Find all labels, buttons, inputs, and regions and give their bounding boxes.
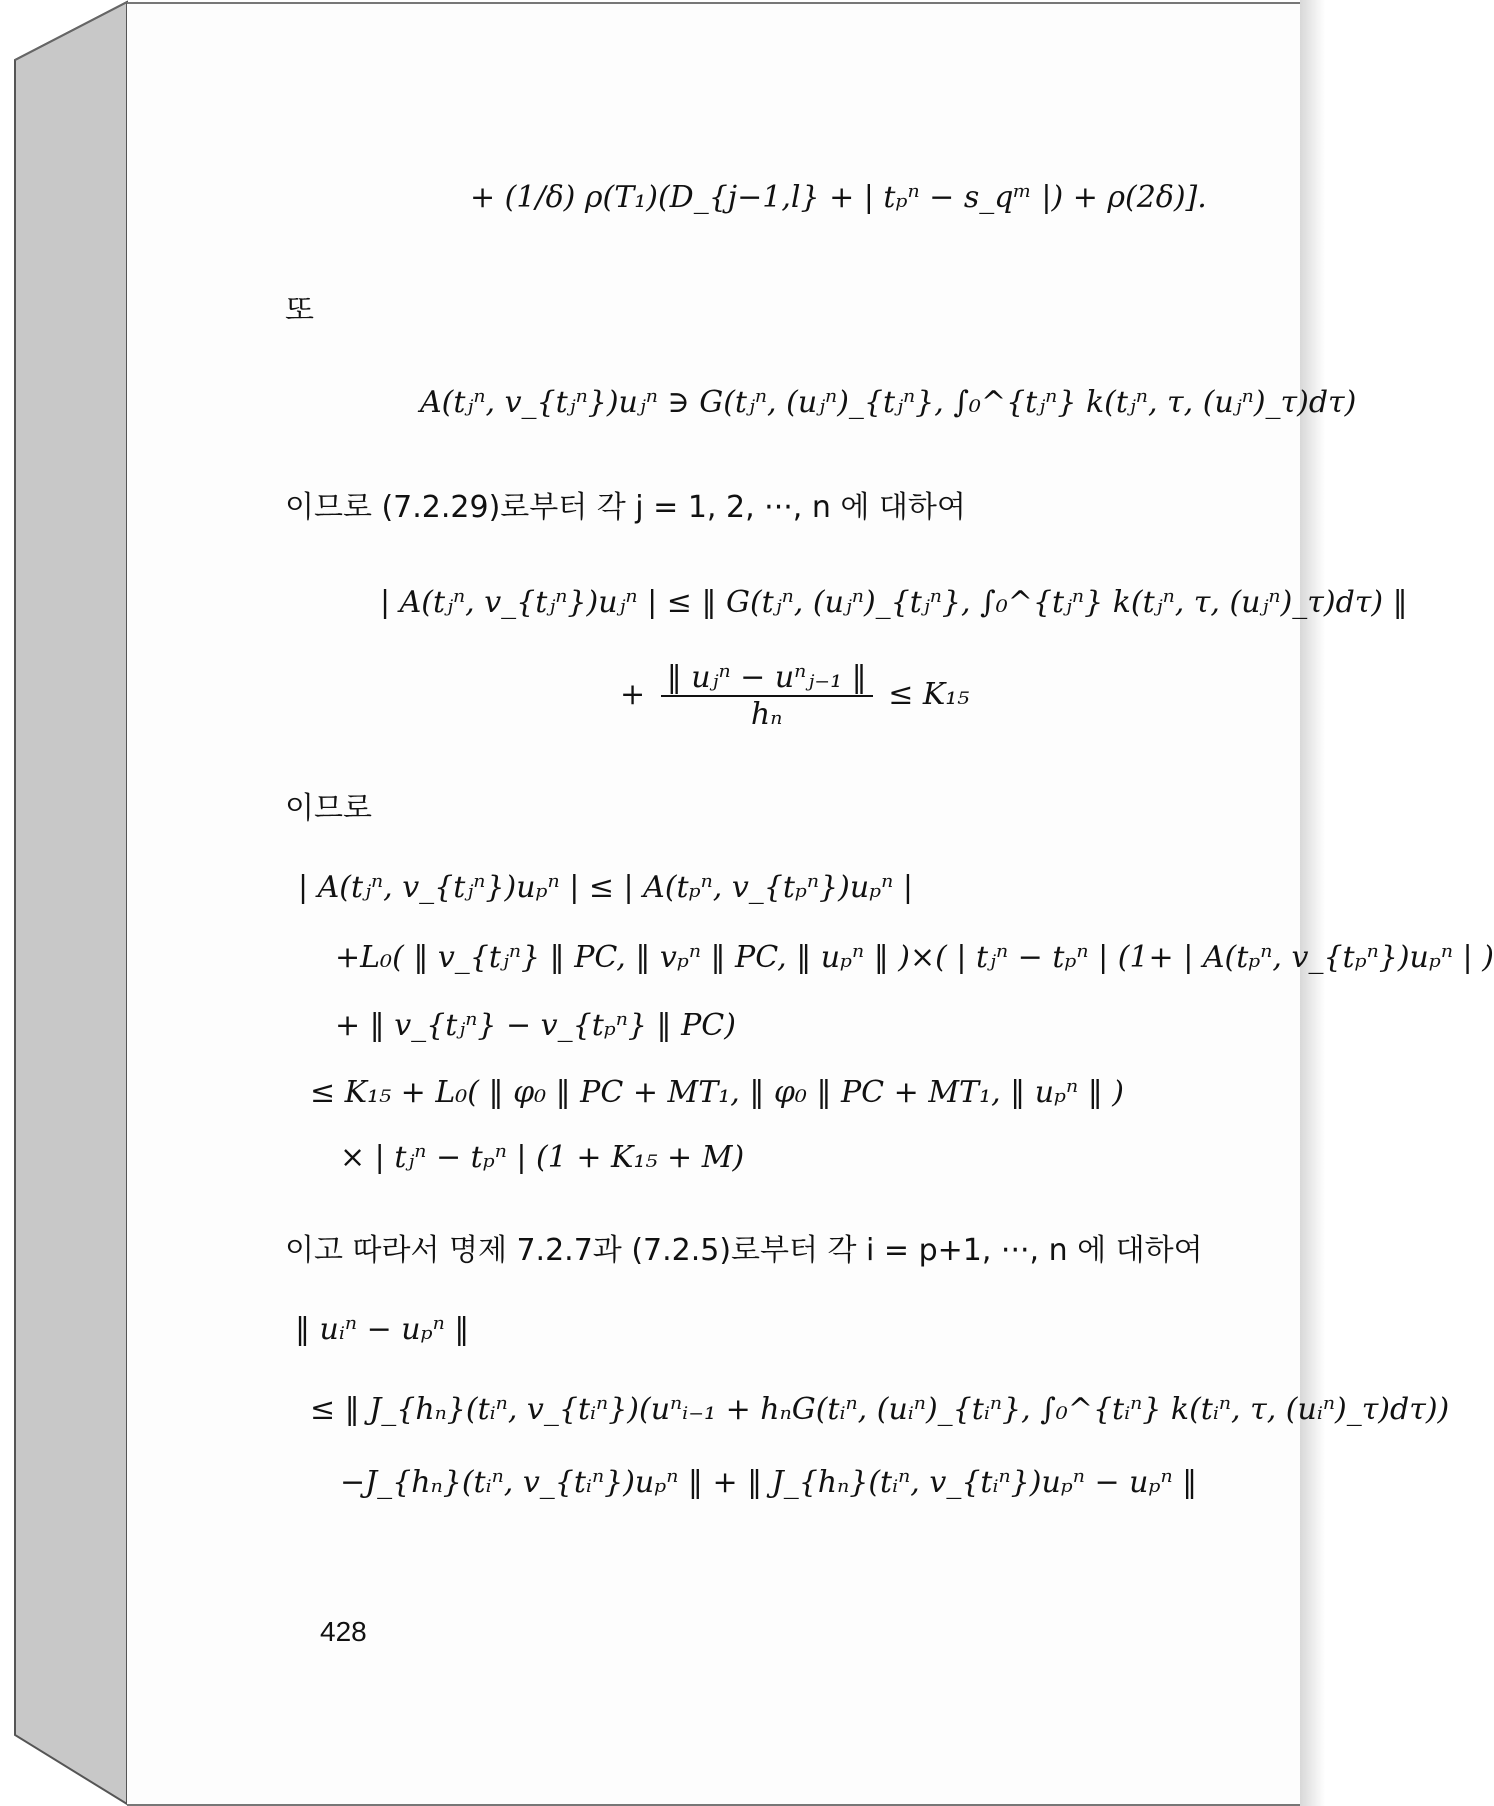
korean-text-therefore-1: 이므로 (7.2.29)로부터 각 j = 1, 2, ···, n 에 대하여 <box>285 490 966 525</box>
korean-text-proposition: 이고 따라서 명제 7.2.7과 (7.2.5)로부터 각 i = p+1, ···, n 에 대하여 <box>285 1233 1203 1268</box>
page-number: 428 <box>320 1616 367 1647</box>
equation-line-4: + $\frac{\text{‖ uⱼⁿ − uⁿⱼ₋₁ ‖}}{\text{hₙ}}$ ≤ K₁₅ <box>620 660 970 732</box>
fraction-numerator: ‖ uⱼⁿ − uⁿⱼ₋₁ ‖ <box>661 660 873 697</box>
equation-line-9: × | tⱼⁿ − tₚⁿ | (1 + K₁₅ + M) <box>340 1140 745 1175</box>
equation-line-5: | A(tⱼⁿ, v_{tⱼⁿ})uₚⁿ | ≤ | A(tₚⁿ, v_{tₚⁿ})uₚⁿ | <box>298 870 913 905</box>
equation-line-1: + (1/δ) ρ(T₁)(D_{j−1,l} + | tₚⁿ − s_qᵐ |) + ρ(2δ)]. <box>470 180 1207 215</box>
fraction <box>661 660 873 732</box>
equation-line-11: ≤ ‖ J_{hₙ}(tᵢⁿ, v_{tᵢⁿ})(uⁿᵢ₋₁ + hₙG(tᵢⁿ, (uᵢⁿ)_{tᵢⁿ}, ∫₀^{tᵢⁿ} k(tᵢⁿ, τ, (uᵢⁿ)_τ)dτ)) <box>310 1392 1450 1427</box>
equation-line-8: ≤ K₁₅ + L₀( ‖ φ₀ ‖ PC + MT₁, ‖ φ₀ ‖ PC + MT₁, ‖ uₚⁿ ‖ ) <box>310 1075 1124 1110</box>
equation-line-6: +L₀( ‖ v_{tⱼⁿ} ‖ PC, ‖ vₚⁿ ‖ PC, ‖ uₚⁿ ‖ )×( | tⱼⁿ − tₚⁿ | (1+ | A(tₚⁿ, v_{tₚⁿ})uₚⁿ | ) <box>335 940 1494 975</box>
korean-text-therefore-2: 이므로 <box>285 791 372 826</box>
inequality-bound: ≤ K₁₅ <box>888 677 970 712</box>
equation-line-3: | A(tⱼⁿ, v_{tⱼⁿ})uⱼⁿ | ≤ ‖ G(tⱼⁿ, (uⱼⁿ)_{tⱼⁿ}, ∫₀^{tⱼⁿ} k(tⱼⁿ, τ, (uⱼⁿ)_τ)dτ) ‖ <box>380 585 1408 620</box>
page-edge-shadow <box>1300 0 1325 1806</box>
korean-text-also: 또 <box>285 293 314 328</box>
equation-line-12: −J_{hₙ}(tᵢⁿ, v_{tᵢⁿ})uₚⁿ ‖ + ‖ J_{hₙ}(tᵢⁿ, v_{tᵢⁿ})uₚⁿ − uₚⁿ ‖ <box>340 1465 1198 1500</box>
fraction-denominator: hₙ <box>750 697 783 732</box>
equation-line-2: A(tⱼⁿ, v_{tⱼⁿ})uⱼⁿ ∋ G(tⱼⁿ, (uⱼⁿ)_{tⱼⁿ}, ∫₀^{tⱼⁿ} k(tⱼⁿ, τ, (uⱼⁿ)_τ)dτ) <box>420 385 1357 420</box>
equation-line-10: ‖ uᵢⁿ − uₚⁿ ‖ <box>295 1312 470 1347</box>
equation-line-7: + ‖ v_{tⱼⁿ} − v_{tₚⁿ} ‖ PC) <box>335 1008 736 1043</box>
